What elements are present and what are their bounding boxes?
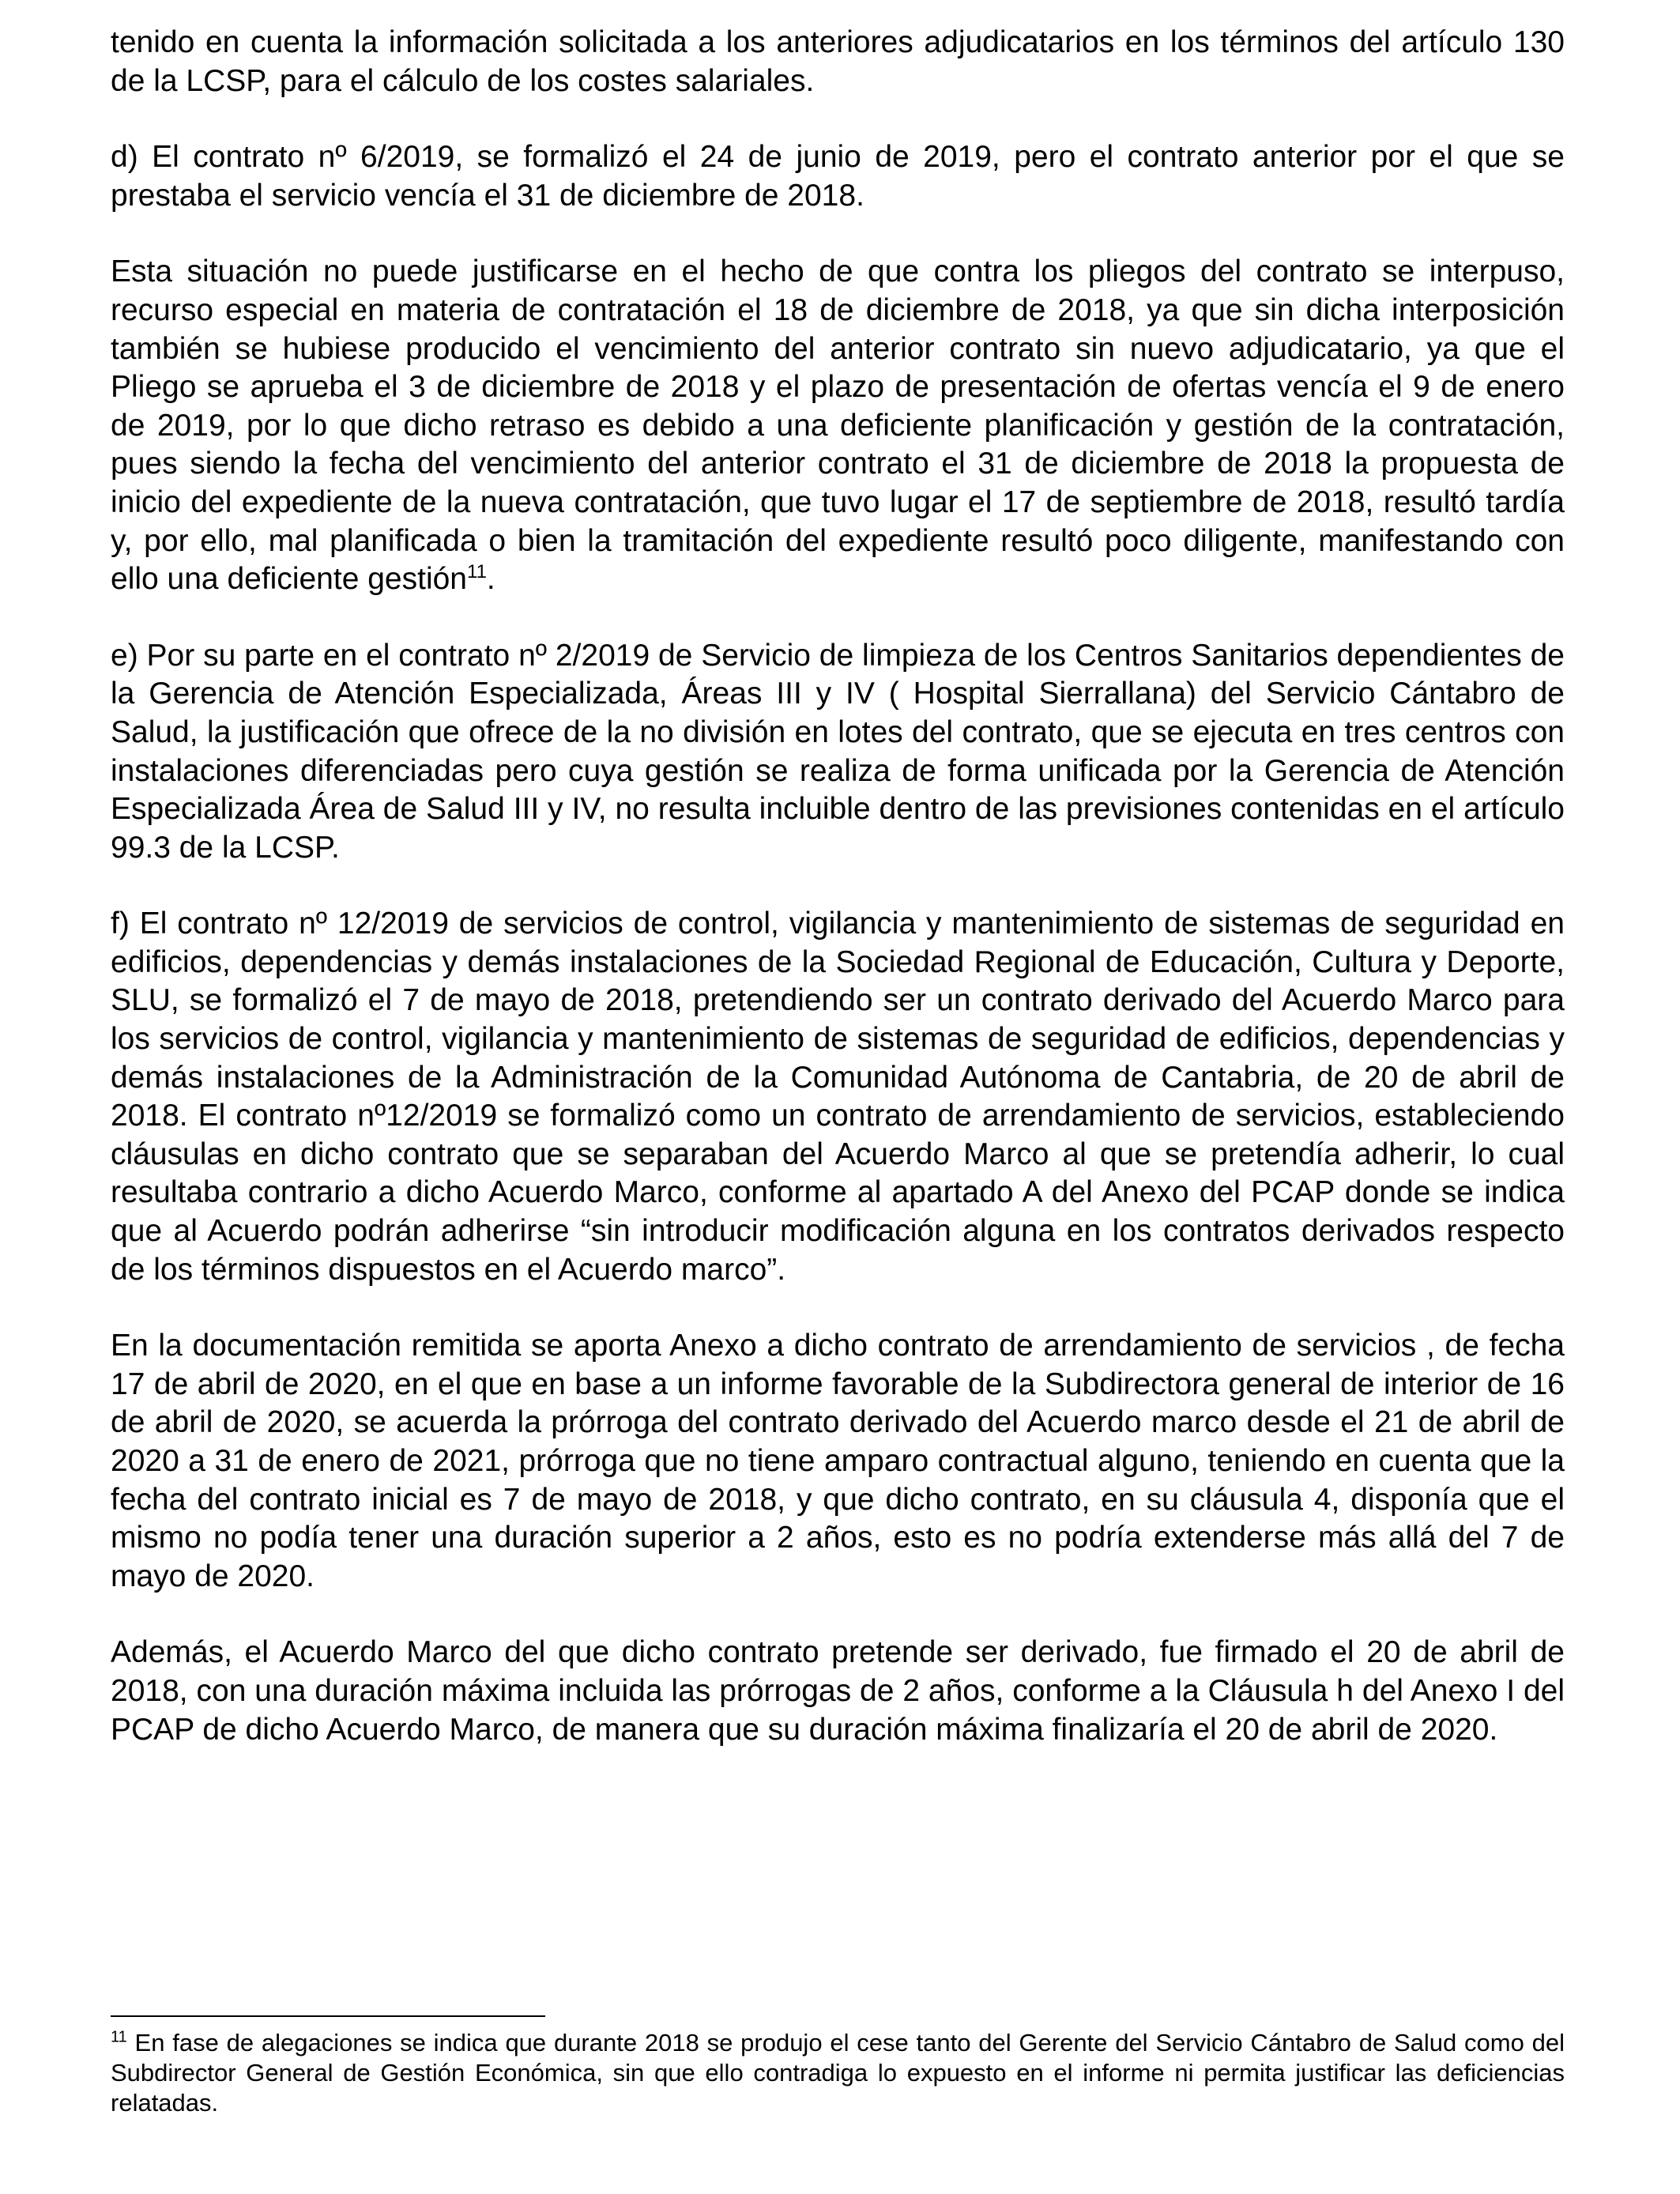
- paragraph-d-justification-text: Esta situación no puede justificarse en el hecho de que contra los pliegos del contrato se interpuso, recurso especial en materia de contratación el 18 de diciembre de 2018, ya que sin dicha interposición también se hubiese producido el vencimiento del anterior contrato sin nuevo adjudicatario, ya que el Pliego se aprueba el 3 de diciembre de 2018 y el plazo de presentación de ofertas vencía el 9 de enero de 2019, por lo que dicho retraso es debido a una deficiente planificación y gestión de la contratación, pues siendo la fecha del vencimiento del anterior contrato el 31 de diciembre de 2018 la propuesta de inicio del expediente de la nueva contratación, que tuvo lugar el 17 de septiembre de 2018, resultó tardía y, por ello, mal planificada o bien la tramitación del expediente resultó poco diligente, manifestando con ello una deficiente gestión: [111, 254, 1565, 597]
- paragraph-f-annex: En la documentación remitida se aporta Anexo a dicho contrato de arrendamiento de servicios , de fecha 17 de abril de 2020, en el que en base a un informe favorable de la Subdirectora general de interior de 16 de abril de 2020, se acuerda la prórroga del contrato derivado del Acuerdo marco desde el 21 de abril de 2020 a 31 de enero de 2021, prórroga que no tiene amparo contractual alguno, teniendo en cuenta que la fecha del contrato inicial es 7 de mayo de 2018, y que dicho contrato, en su cláusula 4, disponía que el mismo no podía tener una duración superior a 2 años, esto es no podría extenderse más allá del 7 de mayo de 2020.: [111, 1329, 1565, 1593]
- footnote-text: En fase de alegaciones se indica que durante 2018 se produjo el cese tanto del Gerente del Servicio Cántabro de Salud como del Subdirector General de Gestión Económica, sin que ello contradiga lo expuesto en el informe ni permita justificar las deficiencias relatadas.: [111, 2029, 1565, 2117]
- paragraph-f: f) El contrato nº 12/2019 de servicios de control, vigilancia y mantenimiento de sistemas de seguridad en edificios, dependencias y demás instalaciones de la Sociedad Regional de Educación, Cultura y Deporte, SLU, se formalizó el 7 de mayo de 2018, pretendiendo ser un contrato derivado del Acuerdo Marco para los servicios de control, vigilancia y mantenimiento de sistemas de seguridad de edificios, dependencias y demás instalaciones de la Administración de la Comunidad Autónoma de Cantabria, de 20 de abril de 2018. El contrato nº12/2019 se formalizó como un contrato de arrendamiento de servicios, estableciendo cláusulas en dicho contrato que se separaban del Acuerdo Marco al que se pretendía adherir, lo cual resultaba contrario a dicho Acuerdo Marco, conforme al apartado A del Anexo del PCAP donde se indica que al Acuerdo podrán adherirse “sin introducir modificación alguna en los contratos derivados respecto de los términos dispuestos en el Acuerdo marco”.: [111, 907, 1565, 1287]
- paragraph-d-justification-tail: .: [486, 562, 495, 597]
- footnote-number: 11: [111, 2028, 127, 2046]
- paragraph-d-justification: [111, 253, 1565, 598]
- paragraph-e: e) Por su parte en el contrato nº 2/2019 de Servicio de limpieza de los Centros Sanitarios dependientes de la Gerencia de Atención Especializada, Áreas III y IV ( Hospital Sierrallana) del Servicio Cántabro de Salud, la justificación que ofrece de la no división en lotes del contrato, que se ejecuta en tres centros con instalaciones diferenciadas pero cuya gestión se realiza de forma unificada por la Gerencia de Atención Especializada Área de Salud III y IV, no resulta incluible dentro de las previsiones contenidas en el artículo 99.3 de la LCSP.: [111, 638, 1565, 865]
- paragraph-f-framework: Además, el Acuerdo Marco del que dicho contrato pretende ser derivado, fue firmado el 20 de abril de 2018, con una duración máxima incluida las prórrogas de 2 años, conforme a la Cláusula h del Anexo I del PCAP de dicho Acuerdo Marco, de manera que su duración máxima finalizaría el 20 de abril de 2020.: [111, 1635, 1565, 1747]
- footnote-reference[interactable]: 11: [467, 561, 487, 583]
- footnote: [111, 2028, 1565, 2118]
- paragraph-d: d) El contrato nº 6/2019, se formalizó el 24 de junio de 2019, pero el contrato anterior por el que se prestaba el servicio vencía el 31 de diciembre de 2018.: [111, 140, 1565, 213]
- footnote-separator: [111, 2015, 545, 2017]
- document-body: [111, 24, 1565, 1787]
- paragraph-continuation: tenido en cuenta la información solicitada a los anteriores adjudicatarios en los términos del artículo 130 de la LCSP, para el cálculo de los costes salariales.: [111, 25, 1565, 98]
